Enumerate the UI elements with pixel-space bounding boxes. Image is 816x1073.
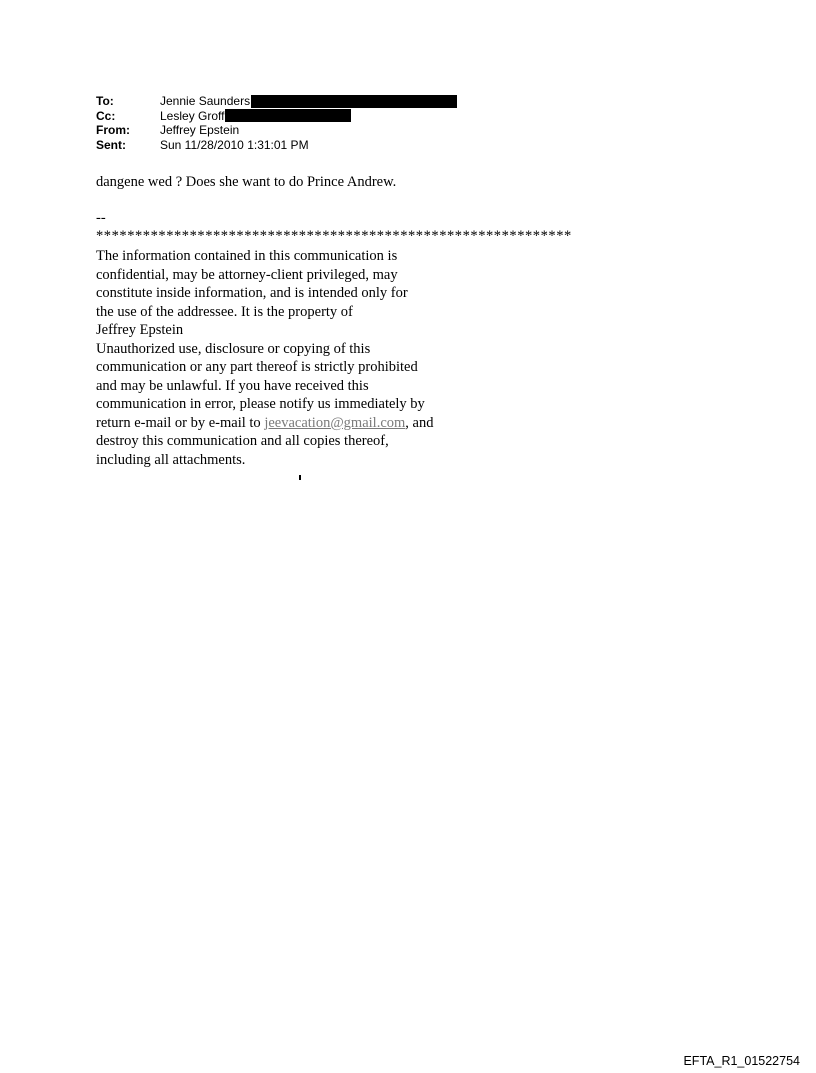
to-value: Jennie Saunders — [160, 94, 251, 108]
scan-mark — [299, 475, 301, 480]
signature-dash: -- — [96, 210, 106, 226]
disclaimer-line: destroy this communication and all copies thereof, — [96, 433, 389, 449]
email-link[interactable]: jeevacation@gmail.com — [264, 414, 406, 431]
from-value: Jeffrey Epstein — [160, 123, 240, 137]
disclaimer-line: the use of the addressee. It is the property of — [96, 303, 353, 320]
redaction-bar — [225, 109, 351, 122]
disclaimer-line: including all attachments. — [96, 451, 246, 468]
bates-number: EFTA_R1_01522754 — [683, 1054, 800, 1068]
redaction-bar — [251, 95, 457, 108]
disclaimer-text: , and — [405, 414, 434, 431]
from-row — [96, 123, 457, 138]
message-text: dangene wed ? Does she want to do Prince Andrew. — [96, 174, 397, 190]
sent-row — [96, 138, 457, 153]
disclaimer-line — [96, 414, 433, 433]
disclaimer-line: confidential, may be attorney-client privileged, may — [96, 266, 398, 283]
disclaimer-line: The information contained in this communication is — [96, 248, 398, 264]
cc-row — [96, 109, 457, 124]
cc-value: Lesley Groff — [160, 108, 225, 123]
email-header — [96, 94, 457, 152]
disclaimer-line: communication or any part thereof is strictly prohibited — [96, 359, 418, 375]
message-body — [96, 173, 396, 192]
sent-value: Sun 11/28/2010 1:31:01 PM — [160, 137, 309, 152]
signature-separator: ************************************************************* — [96, 228, 572, 244]
sent-label: Sent: — [96, 137, 126, 152]
from-label: From: — [96, 123, 130, 137]
confidentiality-disclaimer — [96, 247, 433, 469]
disclaimer-line: constitute inside information, and is intended only for — [96, 285, 408, 301]
to-row — [96, 94, 457, 109]
disclaimer-line: communication in error, please notify us immediately by — [96, 396, 425, 412]
disclaimer-text: return e-mail or by e-mail to — [96, 414, 265, 431]
disclaimer-line: Jeffrey Epstein — [96, 322, 184, 338]
to-label: To: — [96, 94, 114, 108]
disclaimer-line: and may be unlawful. If you have received this — [96, 377, 369, 394]
disclaimer-line: Unauthorized use, disclosure or copying of this — [96, 340, 371, 357]
cc-label: Cc: — [96, 108, 116, 123]
